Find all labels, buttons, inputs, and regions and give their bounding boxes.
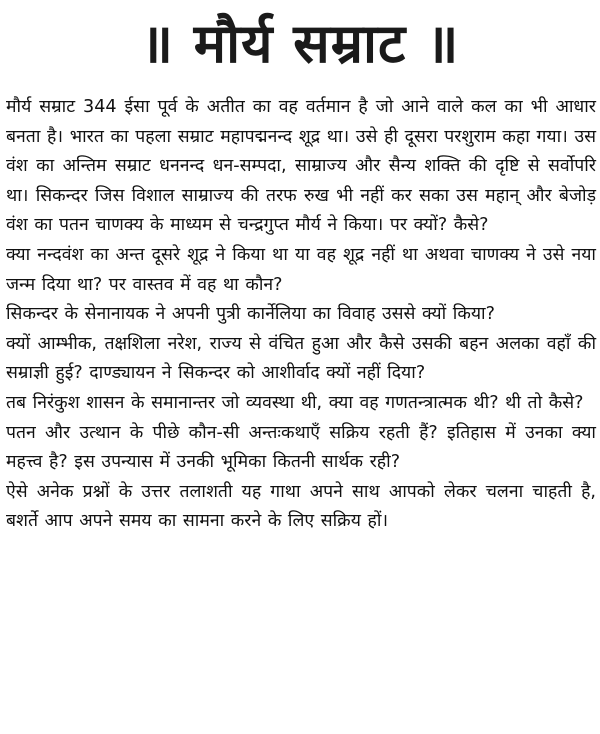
- paragraph-ambhi-question: क्यों आम्भीक, तक्षशिला नरेश, राज्य से वंचित हुआ और कैसे उसकी बहन अलका वहाँ की सम्राज्ञी हुई? दाण्ड्यायन ने सिकन्दर को आशीर्वाद क्यों नहीं दिया?: [6, 333, 596, 384]
- body-text: [6, 93, 596, 537]
- paragraph-cornelia-question: सिकन्दर के सेनानायक ने अपनी पुत्री कार्नेलिया का विवाह उससे क्यों किया?: [6, 304, 495, 325]
- paragraph-intro: मौर्य सम्राट 344 ईसा पूर्व के अतीत का वह वर्तमान है जो आने वाले कल का भी आधार बनता है। भारत का पहला सम्राट महापद्मनन्द शूद्र था। उसे ही दूसरा परशुराम कहा गया। उस वंश का अन्तिम सम्राट धननन्द धन-सम्पदा, साम्राज्य और सैन्य शक्ति की दृष्टि से सर्वोपरि था। सिकन्दर जिस विशाल साम्राज्य की तरफ रुख भी नहीं कर सका उस महान् और बेजोड़ वंश का पतन चाणक्य के माध्यम से चन्द्रगुप्त मौर्य ने किया। पर क्यों? कैसे?: [6, 97, 596, 236]
- paragraph-history-question: पतन और उत्थान के पीछे कौन-सी अन्तःकथाएँ सक्रिय रहती हैं? इतिहास में उनका क्या महत्त्व है? इस उपन्यास में उनकी भूमिका कितनी सार्थक रही?: [6, 422, 596, 473]
- page-title: ॥ मौर्य सम्राट ॥: [140, 12, 460, 75]
- paragraph-closing: ऐसे अनेक प्रश्नों के उत्तर तलाशती यह गाथा अपने साथ आपको लेकर चलना चाहती है, बशर्ते आप अपने समय का सामना करने के लिए सक्रिय हों।: [6, 481, 596, 532]
- paragraph-nanda-question: क्या नन्दवंश का अन्त दूसरे शूद्र ने किया था या वह शूद्र नहीं था अथवा चाणक्य ने उसे नया जन्म दिया था? पर वास्तव में वह था कौन?: [6, 244, 596, 295]
- paragraph-republic-question: तब निरंकुश शासन के समानान्तर जो व्यवस्था थी, क्या वह गणतन्त्रात्मक थी? थी तो कैसे?: [6, 392, 584, 413]
